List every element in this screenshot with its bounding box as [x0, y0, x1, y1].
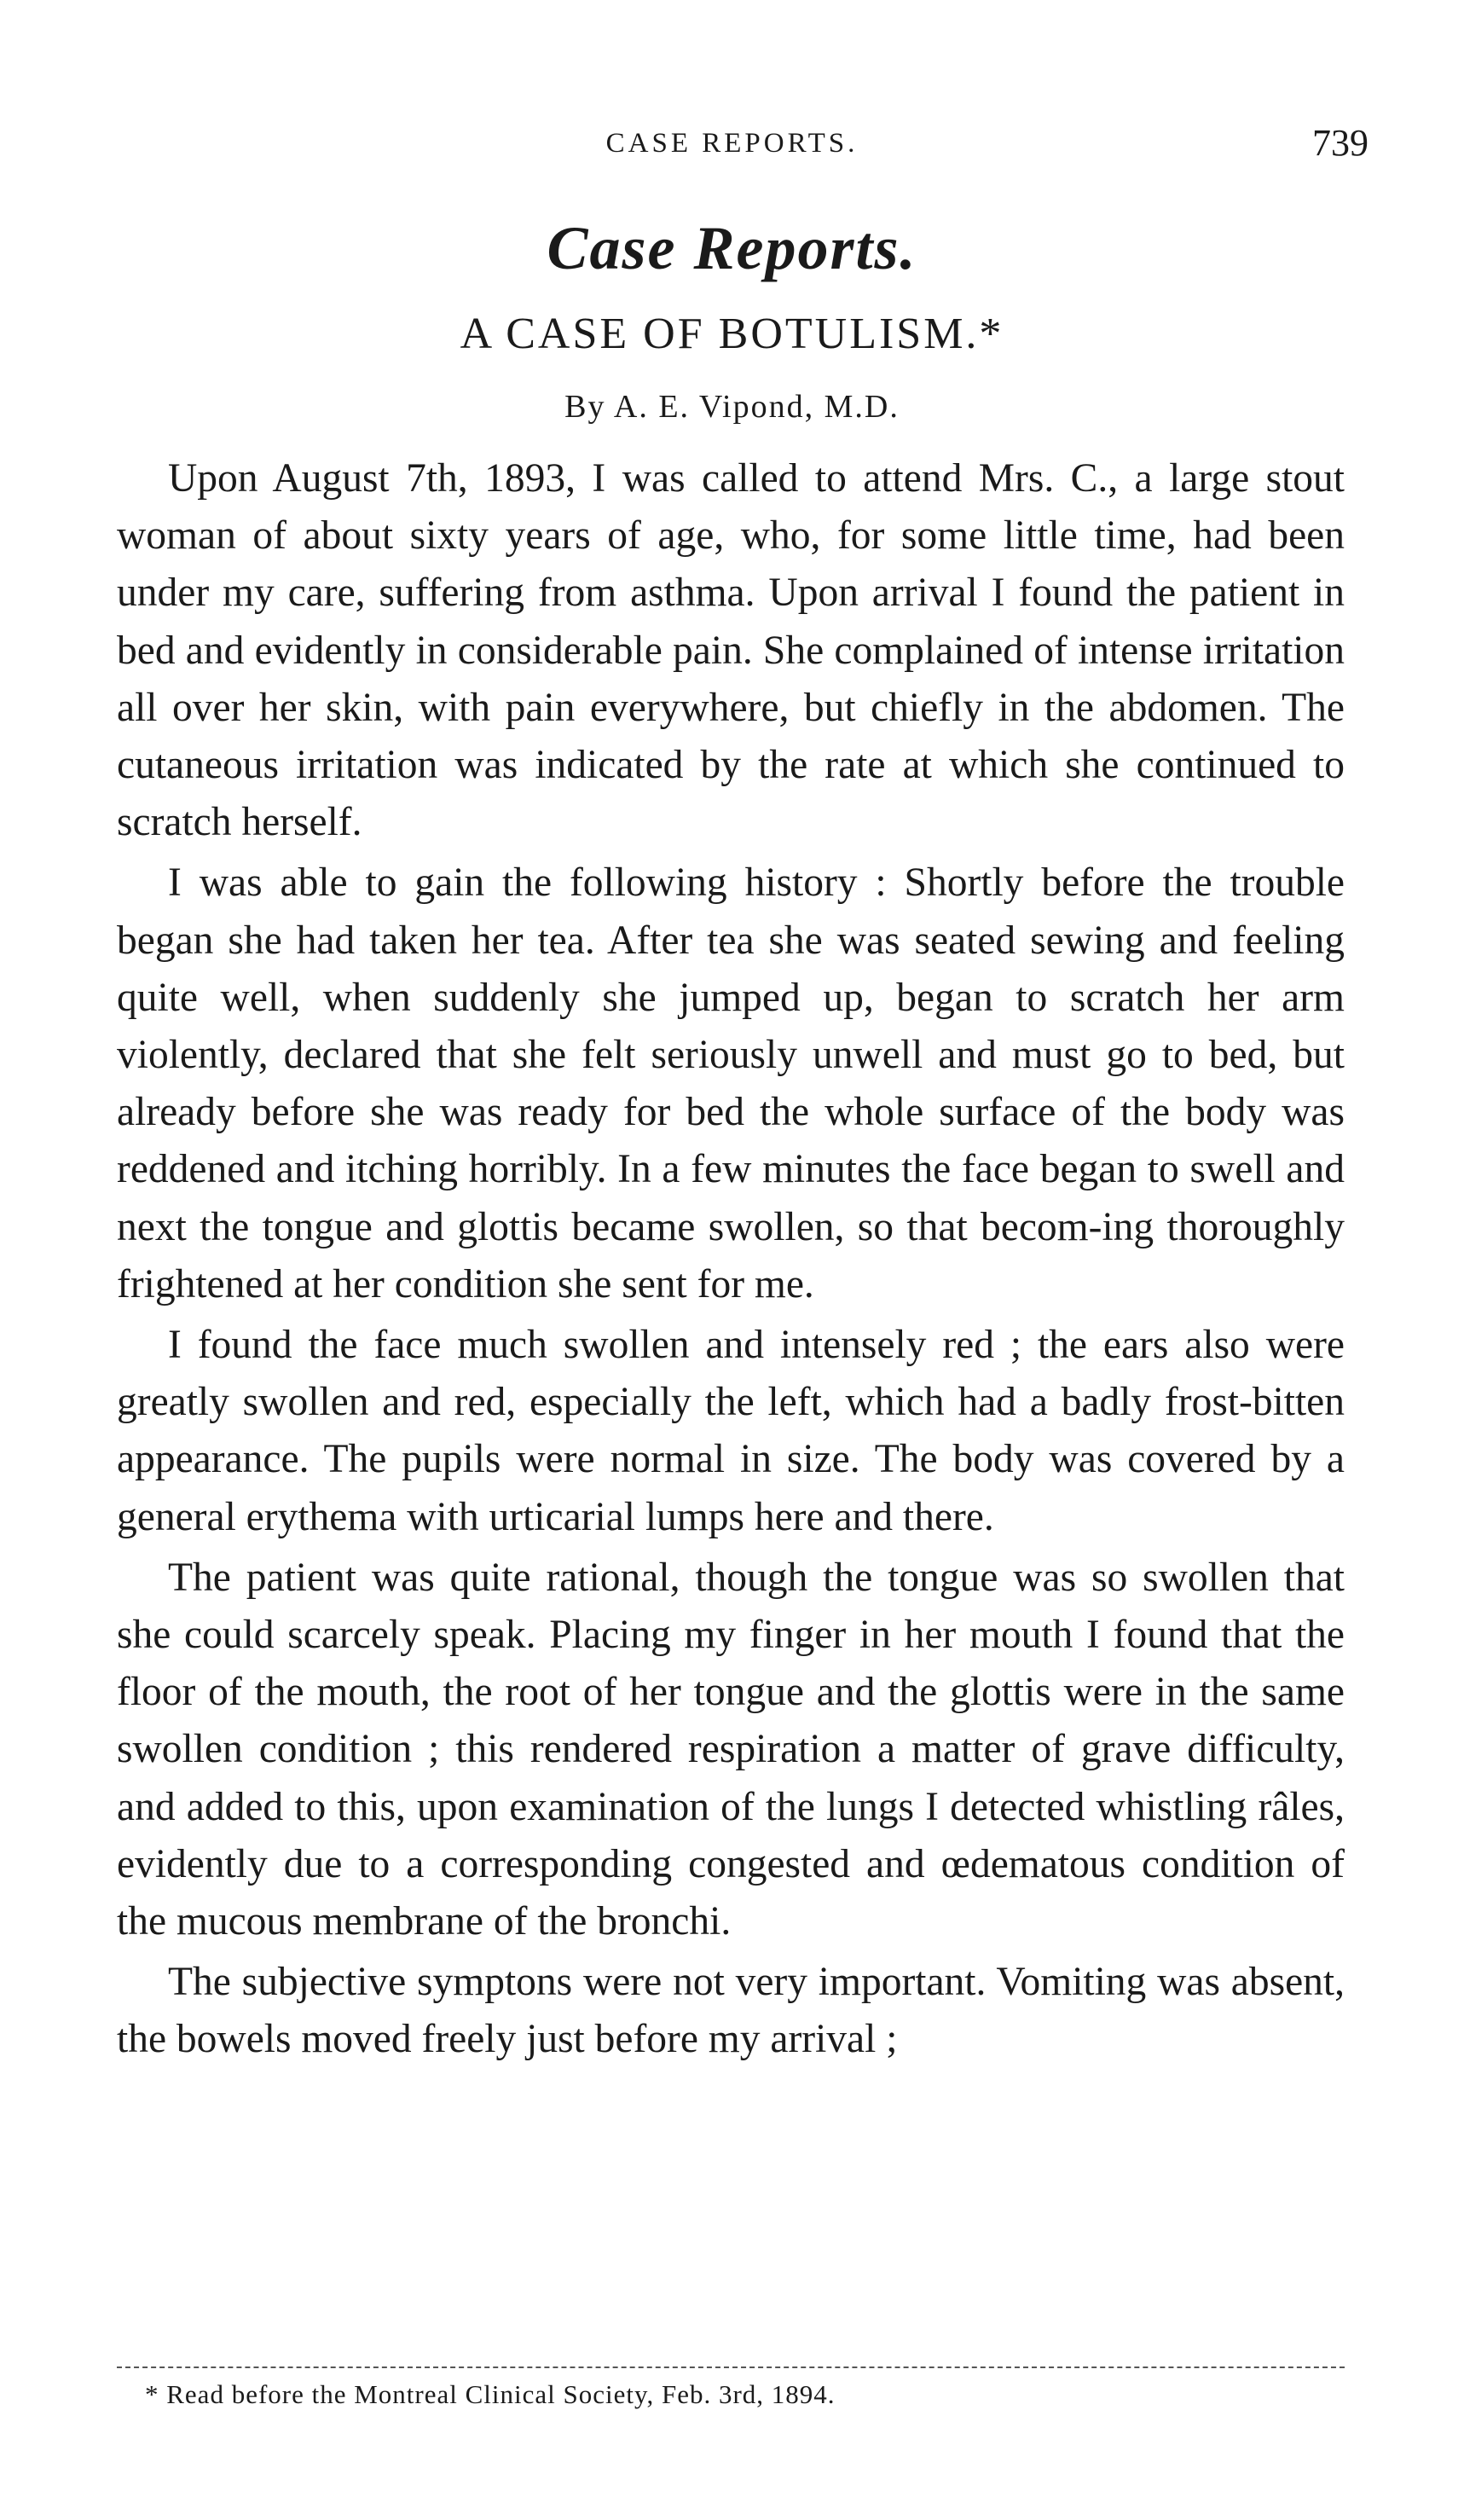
paragraph: The patient was quite rational, though the tongue was so swollen that she could scarcely speak. Placing my finger in her mouth I found that the floor of the mouth, the root of her tongue and the glottis were in the same swollen condition ; this rendered respiration a matter of grave difficulty, and added to this, upon examination of the lungs I detected whistling râles, evidently due to a corresponding congested and œdematous condition of the mucous membrane of the bronchi. — [117, 1555, 1345, 1944]
footnote-divider — [117, 2366, 1345, 2368]
paragraph: Upon August 7th, 1893, I was called to attend Mrs. C., a large stout woman of about sixty years of age, who, for some little time, had been under my care, suffering from asthma. Upon arrival I found the patient in bed and evidently in considerable pain. She complained of intense irritation all over her skin, with pain everywhere, but chiefly in the abdomen. The cutaneous irritation was indicated by the rate at which she continued to scratch herself. — [117, 456, 1345, 845]
page-number: 739 — [1312, 122, 1369, 164]
article-title: A CASE OF BOTULISM.* — [460, 310, 1004, 358]
byline: By A. E. Vipond, M.D. — [564, 389, 900, 425]
article-body — [117, 450, 1345, 2072]
paragraph: The subjective symptons were not very important. Vomiting was absent, the bowels moved freely just before my arrival ; — [117, 1960, 1345, 2062]
running-head — [0, 121, 1464, 172]
paragraph: I was able to gain the following history : Shortly before the trouble began she had taken her tea. After tea she was seated sewing and feeling quite well, when suddenly she jumped up, began to scratch her arm violently, declared that she felt seriously unwell and must go to bed, but already before she was ready for bed the whole surface of the body was reddened and itching horribly. In a few minutes the face began to swell and next the tongue and glottis became swollen, so that becom-ing thoroughly frightened at her condition she sent for me. — [117, 860, 1345, 1306]
section-title: Case Reports. — [547, 214, 917, 282]
running-title: CASE REPORTS. — [605, 128, 859, 159]
paragraph: I found the face much swollen and intensely red ; the ears also were greatly swollen and red, especially the left, which had a badly frost-bitten appearance. The pupils were normal in size. The body was covered by a general erythema with urticarial lumps here and there. — [117, 1323, 1345, 1539]
footnote: * Read before the Montreal Clinical Society, Feb. 3rd, 1894. — [145, 2379, 836, 2409]
